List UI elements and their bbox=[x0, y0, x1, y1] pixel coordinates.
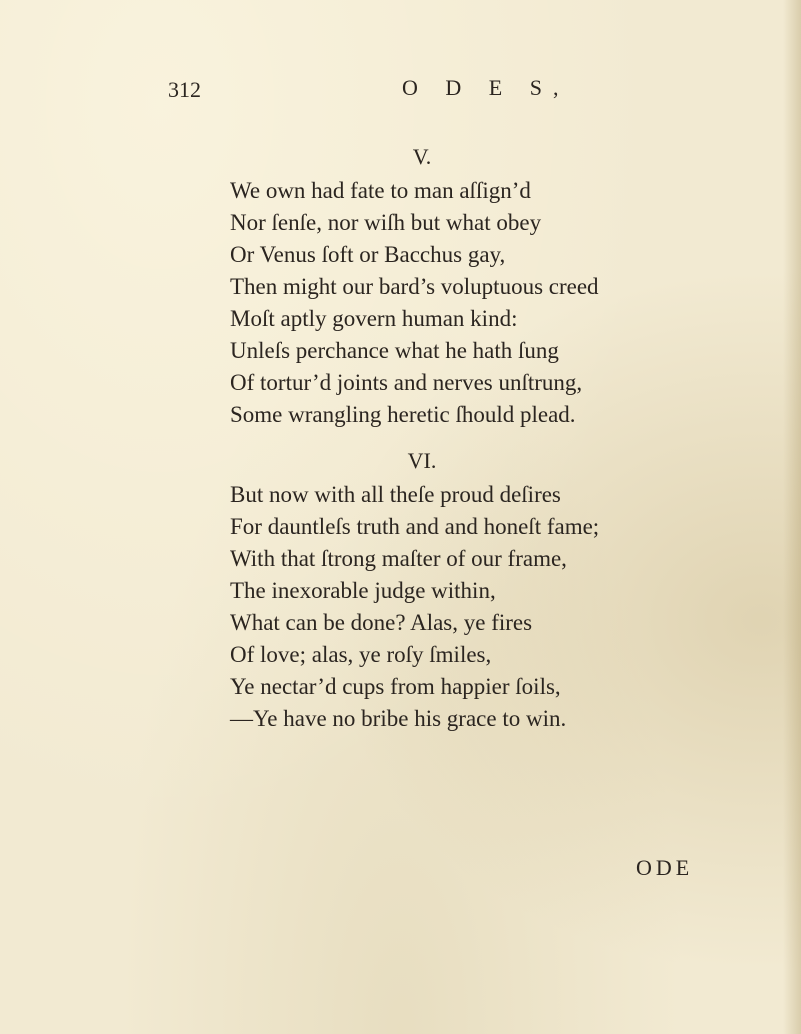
verse-line: Then might our bard’s voluptuous creed bbox=[230, 274, 599, 299]
stanza-number-vi: VI. bbox=[407, 448, 437, 473]
verse-line: The inexorable judge within, bbox=[230, 578, 496, 603]
verse-line: But now with all theſe proud deſires bbox=[230, 482, 561, 507]
running-head: O D E S, bbox=[402, 75, 570, 100]
verse-line: Some wrangling heretic ſhould plead. bbox=[230, 402, 576, 427]
page-number: 312 bbox=[168, 77, 201, 102]
verse-line: For dauntleſs truth and and honeſt fame; bbox=[230, 514, 600, 539]
verse-line: We own had fate to man aſſign’d bbox=[230, 178, 531, 203]
page-edge-shadow bbox=[783, 0, 801, 1034]
verse-line: Of tortur’d joints and nerves unſtrung, bbox=[230, 370, 583, 395]
verse-line: Nor ſenſe, nor wiſh but what obey bbox=[230, 210, 542, 235]
catchword: ODE bbox=[636, 855, 694, 880]
verse-line: Moſt aptly govern human kind: bbox=[230, 306, 518, 331]
verse-line: What can be done? Alas, ye fires bbox=[230, 610, 533, 635]
verse-line: Ye nectar’d cups from happier ſoils, bbox=[230, 674, 561, 699]
verse-line: Unleſs perchance what he hath ſung bbox=[230, 338, 559, 363]
verse-line: Of love; alas, ye roſy ſmiles, bbox=[230, 642, 492, 667]
verse-line: Or Venus ſoft or Bacchus gay, bbox=[230, 242, 506, 267]
verse-line: —Ye have no bribe his grace to win. bbox=[230, 706, 567, 731]
verse-line: With that ſtrong maſter of our frame, bbox=[230, 546, 567, 571]
stanza-number-v: V. bbox=[412, 144, 432, 169]
